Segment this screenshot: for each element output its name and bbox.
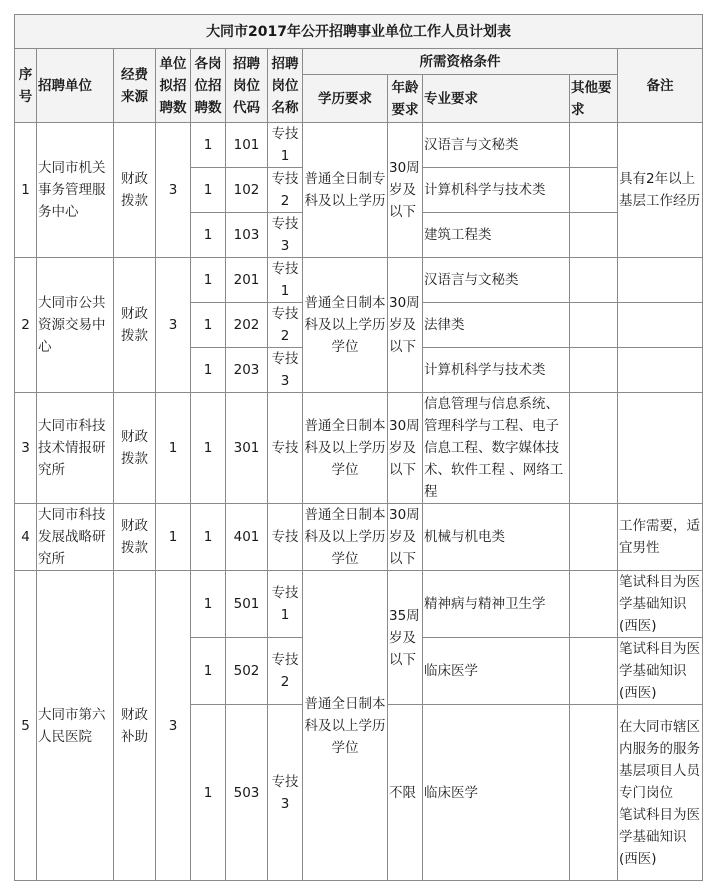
post-count: 1 xyxy=(191,571,226,638)
age-requirement: 30周岁及以下 xyxy=(388,504,423,571)
unit-funding: 财政拨款 xyxy=(114,504,156,571)
table-row xyxy=(15,571,703,638)
age-requirement: 30周岁及以下 xyxy=(388,393,423,504)
other-requirement xyxy=(570,571,618,638)
unit-quota: 1 xyxy=(156,504,191,571)
post-code: 101 xyxy=(226,123,268,168)
post-count: 1 xyxy=(191,213,226,258)
remarks-part: 在大同市辖区内服务的服务基层项目人员专门岗位 xyxy=(619,718,700,801)
post-name: 专技 xyxy=(268,504,303,571)
header-education: 学历要求 xyxy=(303,75,388,123)
post-code: 103 xyxy=(226,213,268,258)
post-name: 专技2 xyxy=(268,168,303,213)
other-requirement xyxy=(570,393,618,504)
post-count: 1 xyxy=(191,504,226,571)
unit-funding: 财政拨款 xyxy=(114,123,156,258)
other-requirement xyxy=(570,168,618,213)
unit-funding: 财政拨款 xyxy=(114,393,156,504)
age-requirement: 不限 xyxy=(388,705,423,881)
post-name: 专技2 xyxy=(268,303,303,348)
table-row xyxy=(15,258,703,303)
major-requirement: 建筑工程类 xyxy=(423,213,570,258)
unit-name: 大同市科技发展战略研究所 xyxy=(37,504,114,571)
post-code: 201 xyxy=(226,258,268,303)
table-row xyxy=(15,393,703,504)
table-row xyxy=(15,123,703,168)
header-seq: 序号 xyxy=(15,49,37,123)
unit-seq: 5 xyxy=(15,571,37,881)
major-requirement: 计算机科学与技术类 xyxy=(423,168,570,213)
unit-quota: 3 xyxy=(156,258,191,393)
major-requirement: 汉语言与文秘类 xyxy=(423,123,570,168)
header-row-1 xyxy=(15,49,703,75)
remarks-part: 笔试科目为医学基础知识(西医) xyxy=(619,806,700,867)
header-other: 其他要求 xyxy=(570,75,618,123)
other-requirement xyxy=(570,348,618,393)
education-requirement: 普通全日制本科及以上学历学位 xyxy=(303,504,388,571)
major-requirement: 法律类 xyxy=(423,303,570,348)
education-requirement: 普通全日制专科及以上学历 xyxy=(303,123,388,258)
post-name: 专技1 xyxy=(268,258,303,303)
post-code: 202 xyxy=(226,303,268,348)
header-unit-quota: 单位拟招聘数 xyxy=(156,49,191,123)
age-requirement: 35周岁及以下 xyxy=(388,571,423,705)
post-name: 专技3 xyxy=(268,213,303,258)
other-requirement xyxy=(570,258,618,303)
education-requirement: 普通全日制本科及以上学历学位 xyxy=(303,393,388,504)
unit-quota: 3 xyxy=(156,123,191,258)
remarks xyxy=(618,303,703,348)
post-code: 203 xyxy=(226,348,268,393)
remarks xyxy=(618,348,703,393)
unit-quota: 3 xyxy=(156,571,191,881)
post-count: 1 xyxy=(191,348,226,393)
remarks xyxy=(618,393,703,504)
major-requirement: 精神病与精神卫生学 xyxy=(423,571,570,638)
education-requirement: 普通全日制本科及以上学历学位 xyxy=(303,571,388,881)
unit-seq: 2 xyxy=(15,258,37,393)
recruitment-plan-table xyxy=(14,14,703,881)
unit-seq: 4 xyxy=(15,504,37,571)
table-title: 大同市2017年公开招聘事业单位工作人员计划表 xyxy=(15,15,703,49)
post-name: 专技 xyxy=(268,393,303,504)
remarks: 工作需要，适宜男性 xyxy=(618,504,703,571)
unit-seq: 1 xyxy=(15,123,37,258)
unit-seq: 3 xyxy=(15,393,37,504)
post-name: 专技3 xyxy=(268,705,303,881)
header-age: 年龄要求 xyxy=(388,75,423,123)
post-name: 专技3 xyxy=(268,348,303,393)
post-count: 1 xyxy=(191,705,226,881)
header-post-name: 招聘岗位名称 xyxy=(268,49,303,123)
unit-funding: 财政补助 xyxy=(114,571,156,881)
post-count: 1 xyxy=(191,638,226,705)
header-funding: 经费来源 xyxy=(114,49,156,123)
major-requirement: 机械与机电类 xyxy=(423,504,570,571)
unit-name: 大同市公共资源交易中心 xyxy=(37,258,114,393)
title-row xyxy=(15,15,703,49)
remarks: 笔试科目为医学基础知识(西医) xyxy=(618,571,703,638)
post-name: 专技2 xyxy=(268,638,303,705)
age-requirement: 30周岁及以下 xyxy=(388,123,423,258)
unit-funding: 财政拨款 xyxy=(114,258,156,393)
other-requirement xyxy=(570,705,618,881)
remarks: 笔试科目为医学基础知识(西医) xyxy=(618,638,703,705)
header-post-code: 招聘岗位代码 xyxy=(226,49,268,123)
header-remarks: 备注 xyxy=(618,49,703,123)
header-post-quota: 各岗位招聘数 xyxy=(191,49,226,123)
remarks xyxy=(618,258,703,303)
remarks: 具有2年以上基层工作经历 xyxy=(618,123,703,258)
post-name: 专技1 xyxy=(268,123,303,168)
other-requirement xyxy=(570,123,618,168)
post-code: 102 xyxy=(226,168,268,213)
post-code: 502 xyxy=(226,638,268,705)
unit-quota: 1 xyxy=(156,393,191,504)
other-requirement xyxy=(570,303,618,348)
major-requirement: 临床医学 xyxy=(423,705,570,881)
header-major: 专业要求 xyxy=(423,75,570,123)
post-code: 501 xyxy=(226,571,268,638)
post-name: 专技1 xyxy=(268,571,303,638)
post-count: 1 xyxy=(191,123,226,168)
major-requirement: 信息管理与信息系统、管理科学与工程、电子信息工程、数字媒体技术、软件工程 、网络工程 xyxy=(423,393,570,504)
post-code: 503 xyxy=(226,705,268,881)
other-requirement xyxy=(570,504,618,571)
remarks xyxy=(618,705,703,881)
table-row xyxy=(15,504,703,571)
post-count: 1 xyxy=(191,168,226,213)
unit-name: 大同市第六人民医院 xyxy=(37,571,114,881)
post-count: 1 xyxy=(191,258,226,303)
major-requirement: 汉语言与文秘类 xyxy=(423,258,570,303)
unit-name: 大同市机关事务管理服务中心 xyxy=(37,123,114,258)
education-requirement: 普通全日制本科及以上学历学位 xyxy=(303,258,388,393)
unit-name: 大同市科技技术情报研究所 xyxy=(37,393,114,504)
post-code: 401 xyxy=(226,504,268,571)
major-requirement: 临床医学 xyxy=(423,638,570,705)
other-requirement xyxy=(570,638,618,705)
major-requirement: 计算机科学与技术类 xyxy=(423,348,570,393)
post-count: 1 xyxy=(191,303,226,348)
post-code: 301 xyxy=(226,393,268,504)
post-count: 1 xyxy=(191,393,226,504)
other-requirement xyxy=(570,213,618,258)
header-qualifications: 所需资格条件 xyxy=(303,49,618,75)
age-requirement: 30周岁及以下 xyxy=(388,258,423,393)
header-unit: 招聘单位 xyxy=(37,49,114,123)
